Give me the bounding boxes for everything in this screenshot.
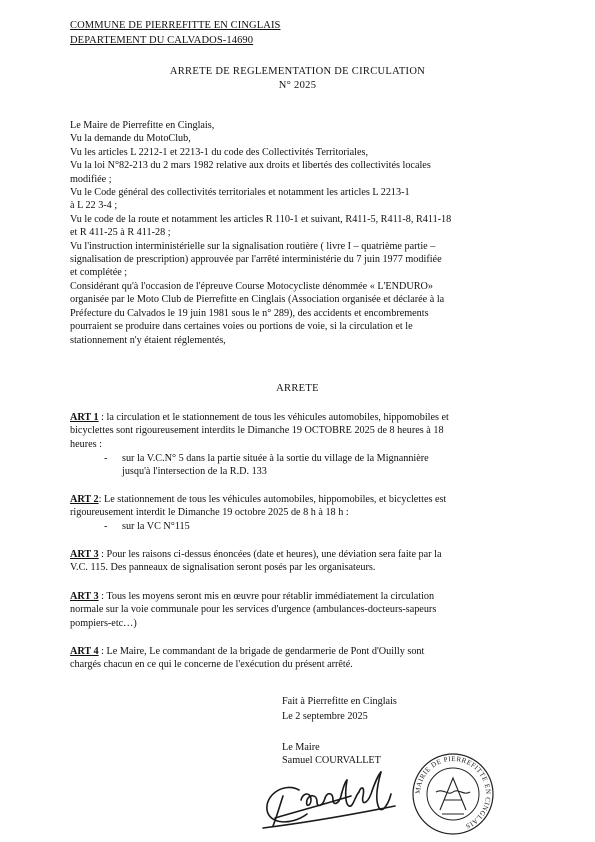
article-line (70, 411, 530, 424)
article-text: : la circulation et le stationnement de tous les véhicules automobiles, hippomobiles et (101, 412, 449, 423)
preamble-line: et complétée ; (70, 267, 128, 279)
article-3b (70, 590, 530, 630)
article-line: bicyclettes sont rigoureusement interdits le Dimanche 19 OCTOBRE 2025 de 8 heures à 18 (70, 425, 444, 437)
mayor-signature (255, 752, 405, 832)
article-text: : Tous les moyens seront mis en œuvre pour rétablir immédiatement la circulation (101, 591, 435, 602)
article-3 (70, 548, 530, 575)
commune-header: COMMUNE DE PIERREFITTE EN CINGLAIS (70, 20, 281, 31)
preamble-line: Vu le Code général des collectivités territoriales et notamment les articles L 2213-1 (70, 187, 410, 199)
decree-title: ARRETE DE REGLEMENTATION DE CIRCULATION (169, 66, 426, 77)
article-text: : Le Maire, Le commandant de la brigade de gendarmerie de Pont d'Ouilly sont (101, 646, 425, 657)
article-2 (70, 493, 530, 520)
preamble-line: à L 22 3-4 ; (70, 200, 118, 212)
bullet-line: sur la VC N°115 (122, 521, 190, 532)
preamble-line: Le Maire de Pierrefitte en Cinglais, (70, 120, 215, 131)
preamble-line: Vu les articles L 2212-1 et 2213-1 du code des Collectivités Territoriales, (70, 146, 368, 158)
article-label: ART 3 (70, 549, 99, 560)
seal-text: MAIRIE DE PIERREFITTE EN CINGLAIS (413, 754, 493, 831)
decree-number: N° 2025 (278, 80, 317, 91)
article-line: chargés chacun en ce qui le concerne de l'exécution du présent arrêté. (70, 659, 353, 671)
preamble-line: Vu le code de la route et notamment les articles R 110-1 et suivant, R411-5, R411-8, R411-18 (70, 213, 452, 225)
article-label: ART 1 (70, 412, 99, 423)
article-text: : Pour les raisons ci-dessus énoncées (date et heures), une déviation sera faite par la (101, 549, 442, 560)
article-label: ART 2 (70, 494, 99, 505)
arrete-heading: ARRETE (276, 383, 319, 394)
preamble-line: Vu la demande du MotoClub, (70, 133, 191, 145)
article-line (70, 590, 530, 603)
article-label: ART 4 (70, 646, 99, 657)
preamble-line: Préfecture du Calvados le 19 juin 1981 sous le n° 289), des accidents et encombrements (70, 307, 429, 319)
article-line: rigoureusement interdit le Dimanche 19 octobre 2025 de 8 h à 18 h : (70, 507, 349, 519)
article-line: heures : (70, 438, 102, 450)
preamble-line: et R 411-25 à R 411-28 ; (70, 227, 171, 239)
preamble-line: Vu la loi N°82-213 du 2 mars 1982 relative aux droits et libertés des collectivités locales (70, 160, 431, 172)
preamble-line: Considérant qu'à l'occasion de l'épreuve Course Motocycliste dénommée « L'ENDURO» (70, 280, 433, 292)
article-1-bullet (104, 452, 429, 479)
article-line: normale sur la voie communale pour les services d'urgence (ambulances-docteurs-sapeurs (70, 604, 437, 616)
bullet-line: sur la V.C.N° 5 dans la partie située à la sortie du village de la Mignannière (122, 453, 429, 464)
article-label: ART 3 (70, 591, 99, 602)
preamble-line: signalisation de prescription) approuvée par l'arrêté interministérie du 7 juin 1977 modifiée (70, 254, 442, 266)
bullet-dash: - (104, 521, 108, 532)
preamble-line: stationnement n'y étaient réglementés, (70, 334, 226, 346)
article-4 (70, 645, 530, 672)
closing-date: Le 2 septembre 2025 (282, 711, 368, 722)
preamble (70, 119, 530, 347)
closing-name: Samuel COURVALLET (282, 755, 381, 766)
article-line: V.C. 115. Des panneaux de signalisation seront posés par les organisateurs. (70, 562, 376, 574)
article-text: : Le stationnement de tous les véhicules automobiles, hippomobiles, et bicyclettes est (98, 494, 447, 505)
mairie-seal (408, 752, 498, 837)
article-line (70, 493, 530, 506)
article-line: pompiers-etc…) (70, 617, 137, 629)
closing-role: Le Maire (282, 742, 320, 753)
article-line (70, 645, 530, 658)
article-1 (70, 411, 530, 451)
preamble-line: organisée par le Moto Club de Pierrefitte en Cinglais (Association organisée et déclarée à la (70, 294, 445, 306)
article-line (70, 548, 530, 561)
bullet-line: jusqu'à l'intersection de la R.D. 133 (122, 466, 267, 478)
preamble-line: modifiée ; (70, 173, 112, 185)
preamble-line: Vu l'instruction interministérielle sur la signalisation routière ( livre I – quatrième partie – (70, 240, 436, 252)
bullet-dash: - (104, 453, 108, 464)
closing-place: Fait à Pierrefitte en Cinglais (282, 696, 397, 707)
department-header: DEPARTEMENT DU CALVADOS-14690 (70, 35, 254, 46)
preamble-line: pourraient se produire dans certaines voies ou portions de voie, si la circulation et le (70, 321, 413, 333)
article-2-bullet (104, 520, 190, 533)
